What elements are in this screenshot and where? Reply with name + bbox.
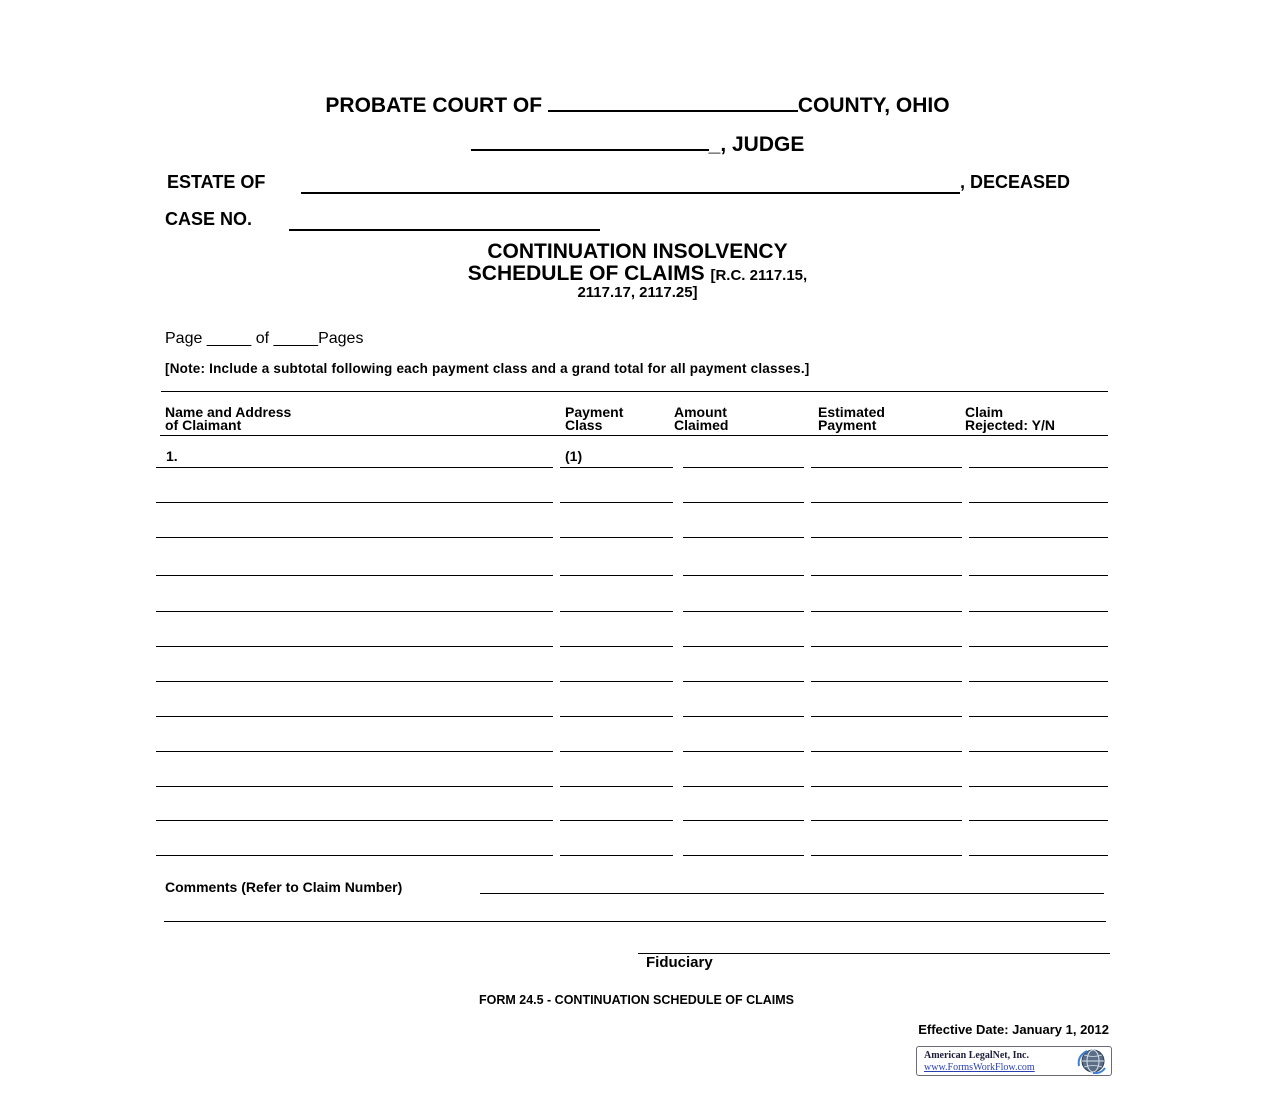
claim-rejected-field-row-4[interactable] [969,575,1108,576]
claim-rejected-field-row-3[interactable] [969,537,1108,538]
claim-rejected-field-row-10[interactable] [969,786,1108,787]
col-header-claimant: Name and Address of Claimant [165,404,292,433]
claimant-field-row-6[interactable] [156,646,553,647]
form-title-line2 [0,262,1275,286]
pages-label: Pages [318,330,364,347]
citation-b: 2117.17, 2117.25] [577,284,698,301]
page-label: Page [165,330,203,347]
estimated-payment-field-row-9[interactable] [811,751,962,752]
amount-claimed-field-row-6[interactable] [683,646,804,647]
claim-rejected-field-row-9[interactable] [969,751,1108,752]
claim-rejected-field-row-12[interactable] [969,855,1108,856]
claimant-field-row-3[interactable] [156,537,553,538]
page-total-blank[interactable]: _____ [273,330,319,347]
claimant-field-row-12[interactable] [156,855,553,856]
form-title-line1: CONTINUATION INSOLVENCY [487,240,788,263]
amount-claimed-field-row-7[interactable] [683,681,804,682]
payment-class-field-row-7[interactable] [560,681,673,682]
case-number-field[interactable] [289,229,600,231]
court-prefix: PROBATE COURT OF [325,94,548,117]
amount-claimed-field-row-10[interactable] [683,786,804,787]
judge-blank[interactable] [471,133,709,151]
amount-claimed-field-row-3[interactable] [683,537,804,538]
row-class-1: (1) [565,448,583,464]
payment-class-field-row-3[interactable] [560,537,673,538]
claimant-field-row-11[interactable] [156,820,553,821]
estimated-payment-field-row-7[interactable] [811,681,962,682]
comments-field[interactable] [480,893,1104,894]
estimated-payment-field-row-2[interactable] [811,502,962,503]
claimant-field-row-1[interactable] [156,467,553,468]
claim-rejected-field-row-5[interactable] [969,611,1108,612]
of-label: of [255,330,270,347]
court-suffix: COUNTY, OHIO [797,94,950,117]
judge-suffix: _, JUDGE [708,133,805,156]
estate-name-field[interactable] [301,192,960,194]
col-header-claim-rejected: Claim Rejected: Y/N [965,404,1055,433]
logo-name: American LegalNet, Inc. [924,1050,1029,1061]
amount-claimed-field-row-4[interactable] [683,575,804,576]
estimated-payment-field-row-12[interactable] [811,855,962,856]
claimant-field-row-4[interactable] [156,575,553,576]
vendor-logo[interactable] [916,1046,1112,1076]
citation-a: [R.C. 2117.15, [710,267,808,284]
claimant-field-row-5[interactable] [156,611,553,612]
deceased-label: , DECEASED [960,172,1071,192]
estate-label: ESTATE OF [167,172,266,192]
globe-icon [1075,1048,1109,1074]
claim-rejected-field-row-11[interactable] [969,820,1108,821]
amount-claimed-field-row-5[interactable] [683,611,804,612]
estimated-payment-field-row-5[interactable] [811,611,962,612]
payment-class-field-row-2[interactable] [560,502,673,503]
claim-rejected-field-row-7[interactable] [969,681,1108,682]
estimated-payment-field-row-1[interactable] [811,467,962,468]
claimant-field-row-2[interactable] [156,502,553,503]
payment-class-field-row-4[interactable] [560,575,673,576]
payment-class-field-row-6[interactable] [560,646,673,647]
estimated-payment-field-row-4[interactable] [811,575,962,576]
claimant-field-row-10[interactable] [156,786,553,787]
form-id: FORM 24.5 - CONTINUATION SCHEDULE OF CLAIMS [478,993,795,1007]
col-header-payment-class: Payment Class [565,404,624,433]
judge-line [0,133,1275,157]
amount-claimed-field-row-2[interactable] [683,502,804,503]
amount-claimed-field-row-8[interactable] [683,716,804,717]
estimated-payment-field-row-6[interactable] [811,646,962,647]
payment-class-field-row-1[interactable] [560,467,673,468]
payment-class-field-row-10[interactable] [560,786,673,787]
payment-class-field-row-5[interactable] [560,611,673,612]
form-title-main: SCHEDULE OF CLAIMS [467,262,705,285]
col-header-estimated-payment: Estimated Payment [818,404,885,433]
payment-class-field-row-11[interactable] [560,820,673,821]
claim-rejected-field-row-8[interactable] [969,716,1108,717]
court-title [0,94,1275,118]
claim-rejected-field-row-2[interactable] [969,502,1108,503]
effective-date: Effective Date: January 1, 2012 [918,1022,1109,1037]
note-text: [Note: Include a subtotal following each payment class and a grand total for all payment classes.] [165,361,810,376]
comments-label: Comments (Refer to Claim Number) [165,879,403,895]
payment-class-field-row-8[interactable] [560,716,673,717]
estimated-payment-field-row-11[interactable] [811,820,962,821]
col-header-amount-claimed: Amount Claimed [674,404,729,433]
payment-class-field-row-9[interactable] [560,751,673,752]
case-label: CASE NO. [165,209,253,229]
estimated-payment-field-row-8[interactable] [811,716,962,717]
amount-claimed-field-row-1[interactable] [683,467,804,468]
page-number-blank[interactable]: _____ [206,330,252,347]
county-blank[interactable] [548,94,798,112]
claim-rejected-field-row-6[interactable] [969,646,1108,647]
claimant-field-row-7[interactable] [156,681,553,682]
amount-claimed-field-row-11[interactable] [683,820,804,821]
logo-url[interactable]: www.FormsWorkFlow.com [924,1062,1035,1073]
pagination [165,330,363,348]
estimated-payment-field-row-3[interactable] [811,537,962,538]
amount-claimed-field-row-9[interactable] [683,751,804,752]
fiduciary-label: Fiduciary [646,954,713,971]
payment-class-field-row-12[interactable] [560,855,673,856]
comments-field-line2[interactable] [164,921,1106,922]
amount-claimed-field-row-12[interactable] [683,855,804,856]
table-top-rule [161,391,1108,392]
estimated-payment-field-row-10[interactable] [811,786,962,787]
claim-rejected-field-row-1[interactable] [969,467,1108,468]
claimant-field-row-9[interactable] [156,751,553,752]
claimant-field-row-8[interactable] [156,716,553,717]
row-number-1: 1. [166,448,178,464]
